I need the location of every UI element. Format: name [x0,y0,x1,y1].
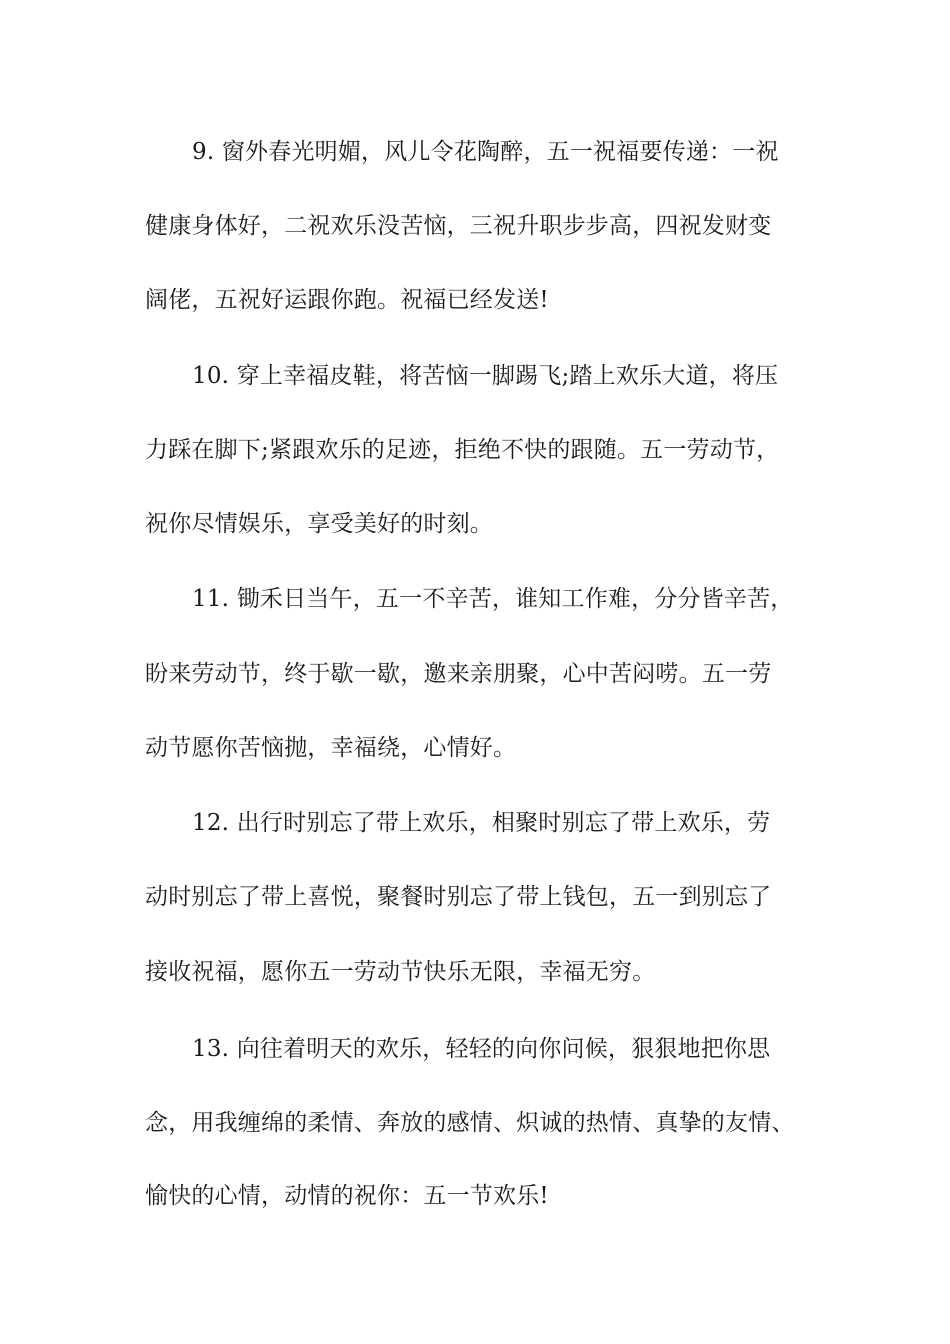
paragraph-line: 13. 向往着明天的欢乐，轻轻的向你问候，狠狠地把你思 [192,1036,771,1062]
paragraph-line: 愉快的心情，动情的祝你：五一节欢乐! [145,1183,549,1209]
paragraph-line: 接收祝福，愿你五一劳动节快乐无限，幸福无穷。 [145,959,656,985]
paragraph-line: 动时别忘了带上喜悦，聚餐时别忘了带上钱包，五一到别忘了 [145,884,772,910]
paragraph-line: 力踩在脚下;紧跟欢乐的足迹，拒绝不快的跟随。五一劳动节， [145,437,780,463]
paragraph-line: 健康身体好，二祝欢乐没苦恼，三祝升职步步高，四祝发财变 [145,213,772,239]
paragraph-line: 9. 窗外春光明媚，风儿令花陶醉，五一祝福要传递：一祝 [192,139,779,165]
paragraph-line: 祝你尽情娱乐，享受美好的时刻。 [145,511,493,537]
paragraph-line: 盼来劳动节，终于歇一歇，邀来亲朋聚，心中苦闷唠。五一劳 [145,661,772,687]
paragraph-line: 阔佬，五祝好运跟你跑。祝福已经发送! [145,287,549,313]
paragraph-line: 11. 锄禾日当午，五一不辛苦，谁知工作难，分分皆辛苦， [192,586,794,612]
paragraph-line: 念，用我缠绵的柔情、奔放的感情、炽诚的热情、真挚的友情、 [145,1110,795,1136]
paragraph-line: 动节愿你苦恼抛，幸福绕，心情好。 [145,735,517,761]
paragraph-line: 12. 出行时别忘了带上欢乐，相聚时别忘了带上欢乐，劳 [192,810,771,836]
paragraph-line: 10. 穿上幸福皮鞋，将苦恼一脚踢飞;踏上欢乐大道，将压 [192,363,779,389]
